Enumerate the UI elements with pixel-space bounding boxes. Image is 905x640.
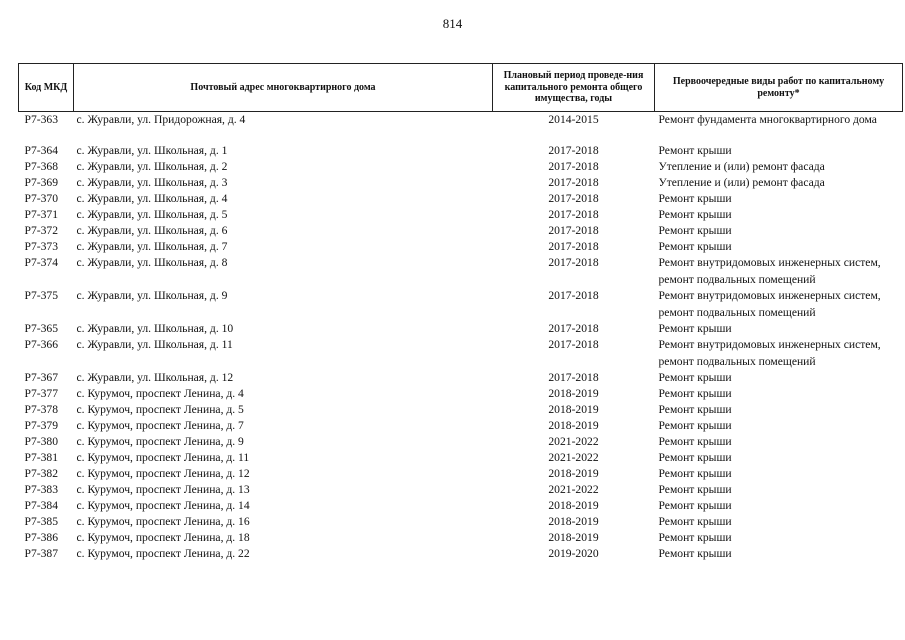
row-code: Р7-364: [24, 144, 58, 157]
row-address: с. Журавли, ул. Школьная, д. 4: [76, 192, 228, 205]
table-row: [19, 191, 903, 207]
row-address: с. Журавли, ул. Школьная, д. 6: [76, 224, 228, 237]
row-works: Ремонт крыши: [658, 192, 732, 205]
table-row: [19, 466, 903, 482]
row-address: с. Курумоч, проспект Ленина, д. 18: [76, 531, 250, 544]
row-address: с. Курумоч, проспект Ленина, д. 16: [76, 515, 250, 528]
row-works: Ремонт крыши: [658, 547, 732, 560]
table-row: [19, 223, 903, 239]
header-period: Плановый период проведе-ния капитального ремонта общего имущества, годы: [493, 64, 655, 112]
table-row: [19, 498, 903, 514]
row-works: Ремонт крыши: [658, 144, 732, 157]
row-works: Ремонт фундамента многоквартирного дома: [658, 113, 877, 126]
table-header: [19, 64, 903, 112]
table-row: [19, 321, 903, 337]
page-number: 814: [442, 16, 463, 31]
row-works: Ремонт крыши: [658, 515, 732, 528]
row-period: 2017-2018: [548, 224, 599, 237]
row-works: Ремонт крыши: [658, 371, 732, 384]
row-address: с. Журавли, ул. Школьная, д. 5: [76, 208, 228, 221]
row-works: Утепление и (или) ремонт фасада: [658, 160, 825, 173]
row-address: с. Курумоч, проспект Ленина, д. 14: [76, 499, 250, 512]
row-address: с. Журавли, ул. Школьная, д. 1: [76, 144, 228, 157]
row-period: 2017-2018: [548, 192, 599, 205]
row-works: Ремонт крыши: [658, 403, 732, 416]
table-row: [19, 482, 903, 498]
row-code: Р7-374: [24, 256, 58, 269]
row-code: Р7-365: [24, 322, 58, 335]
table-row: [19, 370, 903, 386]
row-period: 2017-2018: [548, 144, 599, 157]
row-code: Р7-378: [24, 403, 58, 416]
header-works: Первоочередные виды работ по капитальному ремонту*: [655, 64, 903, 112]
table-row: [19, 337, 903, 370]
row-period: 2017-2018: [548, 256, 599, 269]
row-code: Р7-367: [24, 371, 58, 384]
row-code: Р7-379: [24, 419, 58, 432]
row-period: 2018-2019: [548, 387, 599, 400]
row-works: Ремонт крыши: [658, 224, 732, 237]
table-row: [19, 175, 903, 191]
row-works-line-2: ремонт подвальных помещений: [658, 305, 816, 319]
row-code: Р7-372: [24, 224, 58, 237]
row-works-line-2: ремонт подвальных помещений: [658, 354, 816, 368]
row-works: Ремонт крыши: [658, 240, 732, 253]
row-period: 2017-2018: [548, 371, 599, 384]
row-works: [655, 337, 903, 370]
row-address: с. Курумоч, проспект Ленина, д. 5: [76, 403, 244, 416]
row-period: 2017-2018: [548, 322, 599, 335]
row-period: 2018-2019: [548, 403, 599, 416]
row-works: Ремонт крыши: [658, 322, 732, 335]
row-code: Р7-363: [24, 113, 58, 126]
row-code: Р7-386: [24, 531, 58, 544]
row-works: Ремонт крыши: [658, 467, 732, 480]
row-period: 2018-2019: [548, 531, 599, 544]
row-works-line-1: Ремонт внутридомовых инженерных систем,: [658, 289, 881, 302]
header-code: Код МКД: [19, 64, 74, 112]
row-address: с. Курумоч, проспект Ленина, д. 4: [76, 387, 244, 400]
row-address: с. Журавли, ул. Школьная, д. 8: [76, 256, 228, 269]
table-row: [19, 288, 903, 321]
row-works: Ремонт крыши: [658, 419, 732, 432]
repair-schedule-table: [18, 63, 903, 562]
row-works: Ремонт крыши: [658, 451, 732, 464]
row-period: 2017-2018: [548, 160, 599, 173]
row-address: с. Журавли, ул. Школьная, д. 11: [76, 338, 233, 351]
row-address: с. Журавли, ул. Школьная, д. 12: [76, 371, 234, 384]
row-code: Р7-380: [24, 435, 58, 448]
row-spacer: [19, 128, 903, 143]
row-code: Р7-369: [24, 176, 58, 189]
table-body: [19, 112, 903, 563]
row-code: Р7-368: [24, 160, 58, 173]
row-works: Ремонт крыши: [658, 531, 732, 544]
row-address: с. Журавли, ул. Школьная, д. 3: [76, 176, 228, 189]
table-row: [19, 143, 903, 159]
table-row: [19, 112, 903, 129]
row-works-line-1: Ремонт внутридомовых инженерных систем,: [658, 256, 881, 269]
table-row: [19, 239, 903, 255]
row-period: 2018-2019: [548, 419, 599, 432]
table-row: [19, 546, 903, 562]
row-code: Р7-382: [24, 467, 58, 480]
row-period: 2021-2022: [548, 451, 599, 464]
table-row: [19, 530, 903, 546]
row-works: [655, 255, 903, 288]
row-address: с. Журавли, ул. Придорожная, д. 4: [76, 113, 246, 126]
row-code: Р7-370: [24, 192, 58, 205]
row-period: 2019-2020: [548, 547, 599, 560]
row-period: 2018-2019: [548, 515, 599, 528]
table-row: [19, 434, 903, 450]
row-address: с. Курумоч, проспект Ленина, д. 9: [76, 435, 244, 448]
row-code: Р7-371: [24, 208, 58, 221]
row-address: с. Журавли, ул. Школьная, д. 2: [76, 160, 228, 173]
row-period: 2017-2018: [548, 176, 599, 189]
row-code: Р7-383: [24, 483, 58, 496]
table-row: [19, 159, 903, 175]
row-works: Ремонт крыши: [658, 208, 732, 221]
row-period: 2018-2019: [548, 467, 599, 480]
row-address: с. Курумоч, проспект Ленина, д. 22: [76, 547, 250, 560]
row-period: 2017-2018: [548, 289, 599, 302]
header-address: Почтовый адрес многоквартирного дома: [74, 64, 493, 112]
row-works: Ремонт крыши: [658, 499, 732, 512]
row-code: Р7-387: [24, 547, 58, 560]
row-address: с. Журавли, ул. Школьная, д. 10: [76, 322, 234, 335]
row-period: 2017-2018: [548, 240, 599, 253]
row-code: Р7-377: [24, 387, 58, 400]
table-row: [19, 514, 903, 530]
row-works-line-2: ремонт подвальных помещений: [658, 272, 816, 286]
table-row: [19, 450, 903, 466]
row-period: 2018-2019: [548, 499, 599, 512]
row-period: 2021-2022: [548, 483, 599, 496]
row-period: 2017-2018: [548, 208, 599, 221]
table-row: [19, 402, 903, 418]
row-code: Р7-375: [24, 289, 58, 302]
row-period: 2017-2018: [548, 338, 599, 351]
row-code: Р7-385: [24, 515, 58, 528]
row-address: с. Курумоч, проспект Ленина, д. 11: [76, 451, 250, 464]
row-spacer-cell: [19, 128, 903, 143]
row-works-line-1: Ремонт внутридомовых инженерных систем,: [658, 338, 881, 351]
row-period: 2021-2022: [548, 435, 599, 448]
table-row: [19, 255, 903, 288]
row-address: с. Курумоч, проспект Ленина, д. 13: [76, 483, 250, 496]
row-code: Р7-384: [24, 499, 58, 512]
row-works: [655, 288, 903, 321]
table-row: [19, 207, 903, 223]
row-address: с. Курумоч, проспект Ленина, д. 7: [76, 419, 244, 432]
row-works: Ремонт крыши: [658, 483, 732, 496]
row-code: Р7-373: [24, 240, 58, 253]
row-works: Ремонт крыши: [658, 387, 732, 400]
row-works: Утепление и (или) ремонт фасада: [658, 176, 825, 189]
row-address: с. Журавли, ул. Школьная, д. 9: [76, 289, 228, 302]
row-code: Р7-381: [24, 451, 58, 464]
row-works: Ремонт крыши: [658, 435, 732, 448]
row-code: Р7-366: [24, 338, 58, 351]
row-address: с. Курумоч, проспект Ленина, д. 12: [76, 467, 250, 480]
row-address: с. Журавли, ул. Школьная, д. 7: [76, 240, 228, 253]
table-row: [19, 418, 903, 434]
table-row: [19, 386, 903, 402]
row-period: 2014-2015: [548, 113, 599, 126]
